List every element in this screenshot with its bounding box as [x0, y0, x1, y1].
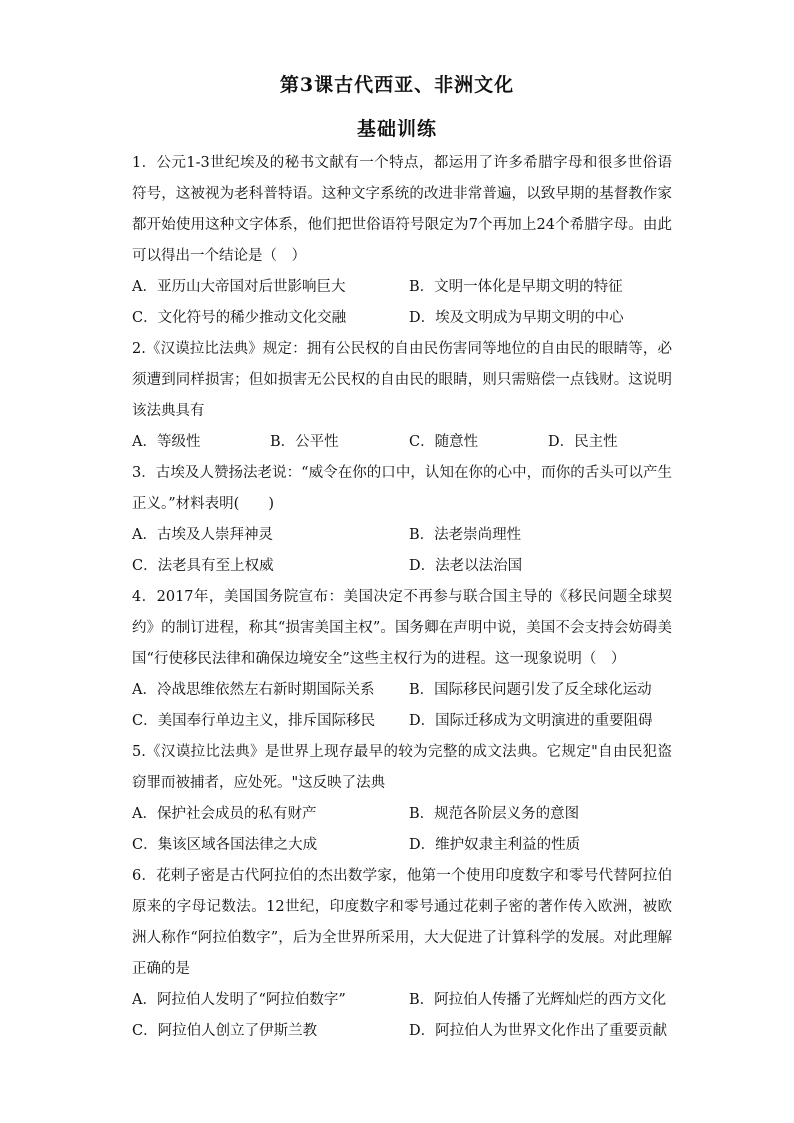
- page-title: 第3课古代西亚、非洲文化: [279, 74, 515, 96]
- option-b[interactable]: B．文明一体化是早期文明的特征: [409, 279, 623, 295]
- section-subtitle: 基础训练: [356, 118, 437, 140]
- question-stem: 4．2017年，美国国务院宣布：美国决定不再参与联合国主导的《移民问题全球契约》的制订进程，称其“损害美国主权”。国务卿在声明中说，美国不会支持会妨碍美国“行使移民法律和确保边境安全”这些主权行为的进程。这一现象说明（ ）: [132, 589, 672, 667]
- question-3: [132, 458, 672, 582]
- option-row: [132, 799, 672, 830]
- option-d[interactable]: D．民主性: [548, 434, 618, 450]
- option-c[interactable]: C．文化符号的稀少推动文化交融: [132, 310, 347, 326]
- option-c[interactable]: C．随意性: [409, 434, 479, 450]
- question-list: [132, 148, 672, 1047]
- question-stem: 6．花剌子密是古代阿拉伯的杰出数学家，他第一个使用印度数字和零号代替阿拉伯原来的字母记数法。12世纪，印度数字和零号通过花剌子密的著作传入欧洲，被欧洲人称作“阿拉伯数字”，后为全世界所采用，大大促进了计算科学的发展。对此理解正确的是: [132, 868, 672, 977]
- option-a[interactable]: A．阿拉伯人发明了“阿拉伯数字”: [132, 992, 346, 1008]
- option-row: [132, 427, 672, 458]
- option-row: [132, 272, 672, 303]
- option-a[interactable]: A．冷战思维依然左右新时期国际关系: [132, 682, 375, 698]
- option-c[interactable]: C．集该区域各国法律之大成: [132, 837, 318, 853]
- option-row: [132, 303, 672, 334]
- question-stem: 2.《汉谟拉比法典》规定：拥有公民权的自由民伤害同等地位的自由民的眼睛等，必须遭到同样损害；但如损害无公民权的自由民的眼睛，则只需赔偿一点钱财。这说明该法典具有: [132, 341, 672, 419]
- question-stem: 1．公元1-3世纪埃及的秘书文献有一个特点，都运用了许多希腊字母和很多世俗语符号，这被视为老科普特语。这种文字系统的改进非常普遍，以致早期的基督教作家都开始使用这种文字体系，他们把世俗语符号限定为7个再加上24个希腊字母。由此可以得出一个结论是（ ）: [132, 155, 672, 264]
- option-b[interactable]: B．规范各阶层义务的意图: [409, 806, 580, 822]
- option-d[interactable]: D．国际迁移成为文明演进的重要阻碍: [409, 713, 653, 729]
- option-d[interactable]: D．维护奴隶主利益的性质: [409, 837, 581, 853]
- option-b[interactable]: B．国际移民问题引发了反全球化运动: [409, 682, 652, 698]
- option-row: [132, 551, 672, 582]
- question-1: [132, 148, 672, 334]
- option-c[interactable]: C．美国奉行单边主义，排斥国际移民: [132, 713, 376, 729]
- option-a[interactable]: A．古埃及人崇拜神灵: [132, 527, 273, 543]
- question-2: [132, 334, 672, 458]
- question-stem: 3．古埃及人赞扬法老说：“威令在你的口中，认知在你的心中，而你的舌头可以产生正义。”材料表明( ): [132, 465, 672, 512]
- option-c[interactable]: C．法老具有至上权威: [132, 558, 274, 574]
- option-b[interactable]: B．阿拉伯人传播了光辉灿烂的西方文化: [409, 992, 667, 1008]
- option-row: [132, 830, 672, 861]
- option-b[interactable]: B．法老崇尚理性: [409, 527, 522, 543]
- option-row: [132, 520, 672, 551]
- option-d[interactable]: D．阿拉伯人为世界文化作出了重要贡献: [409, 1023, 668, 1039]
- option-b[interactable]: B．公平性: [270, 434, 339, 450]
- option-a[interactable]: A．保护社会成员的私有财产: [132, 806, 317, 822]
- question-5: [132, 737, 672, 861]
- option-d[interactable]: D．法老以法治国: [409, 558, 523, 574]
- option-row: [132, 675, 672, 706]
- option-row: [132, 1016, 672, 1047]
- question-6: [132, 861, 672, 1047]
- question-stem: 5.《汉谟拉比法典》是世界上现存最早的较为完整的成文法典。它规定"自由民犯盗窃罪而被捕者，应处死。"这反映了法典: [132, 744, 672, 791]
- option-row: [132, 706, 672, 737]
- question-4: [132, 582, 672, 737]
- option-d[interactable]: D．埃及文明成为早期文明的中心: [409, 310, 624, 326]
- option-c[interactable]: C．阿拉伯人创立了伊斯兰教: [132, 1023, 318, 1039]
- option-a[interactable]: A．亚历山大帝国对后世影响巨大: [132, 279, 346, 295]
- option-row: [132, 985, 672, 1016]
- option-a[interactable]: A．等级性: [132, 434, 201, 450]
